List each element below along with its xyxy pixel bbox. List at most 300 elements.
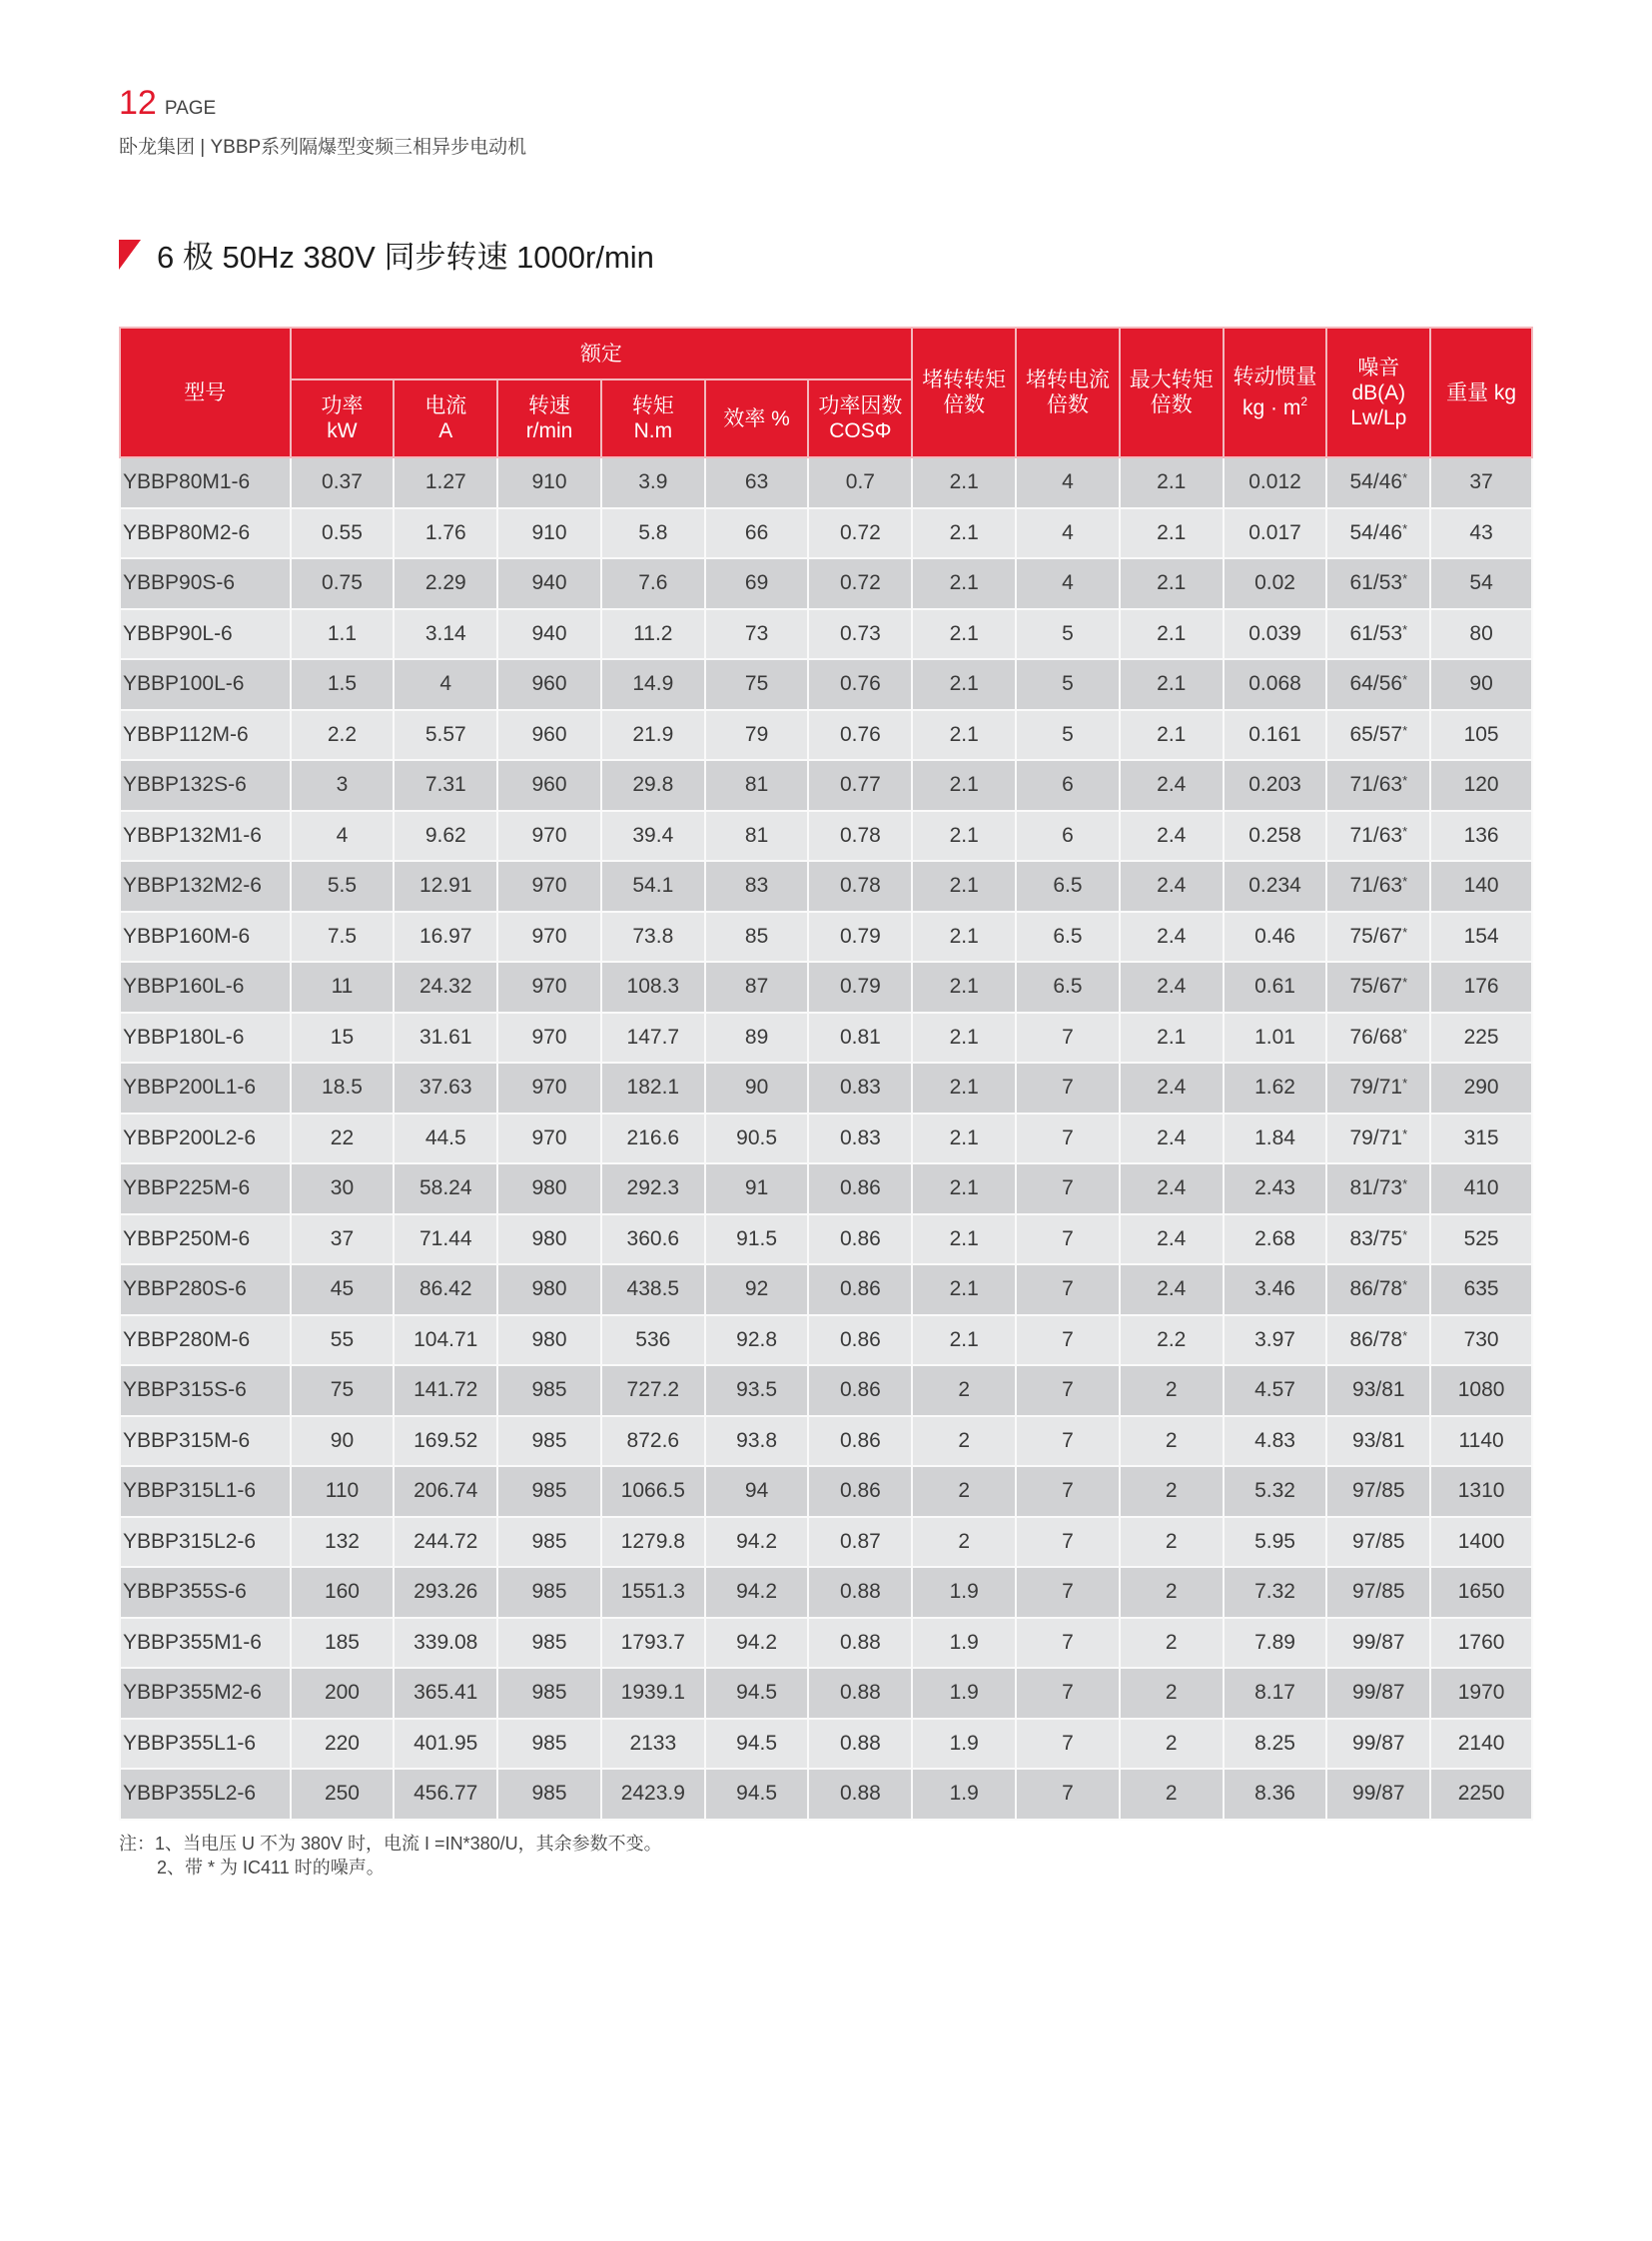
cell-torque: 1551.3 [601, 1567, 705, 1618]
cell-current: 37.63 [394, 1063, 497, 1114]
section-title [119, 232, 654, 277]
cell-locked-torque: 2 [912, 1365, 1016, 1416]
table-row [120, 1114, 1532, 1164]
cell-weight: 1400 [1430, 1517, 1532, 1568]
noise-value: 54/46 [1349, 470, 1403, 494]
cell-power-factor: 0.78 [808, 861, 912, 912]
cell-torque: 1066.5 [601, 1466, 705, 1517]
cell-speed: 970 [497, 1063, 601, 1114]
cell-max-torque: 2 [1120, 1466, 1224, 1517]
cell-efficiency: 81 [705, 760, 809, 811]
cell-inertia: 3.46 [1224, 1264, 1327, 1315]
header-torque [601, 379, 705, 457]
ic411-marker: * [1402, 1327, 1408, 1343]
page-number-value: 12 [119, 84, 157, 122]
cell-locked-torque: 2 [912, 1517, 1016, 1568]
ic411-marker: * [1402, 975, 1408, 991]
cell-power-factor: 0.79 [808, 912, 912, 963]
cell-power: 7.5 [291, 912, 395, 963]
cell-max-torque: 2.2 [1120, 1315, 1224, 1366]
cell-inertia: 4.57 [1224, 1365, 1327, 1416]
header-line: 电流 [424, 394, 467, 417]
header-line: 转速 [528, 394, 571, 417]
cell-current: 2.29 [394, 558, 497, 609]
cell-power: 1.5 [291, 659, 395, 710]
cell-inertia: 0.258 [1224, 811, 1327, 862]
cell-noise [1326, 1013, 1430, 1064]
section-title-text: 6 极 50Hz 380V 同步转速 1000r/min [157, 240, 654, 275]
cell-power-factor: 0.81 [808, 1013, 912, 1064]
cell-locked-torque: 1.9 [912, 1668, 1016, 1719]
noise-value: 79/71 [1349, 1125, 1403, 1149]
table-body [120, 457, 1532, 1820]
cell-power: 90 [291, 1416, 395, 1467]
noise-value: 99/87 [1352, 1681, 1405, 1705]
table-row [120, 760, 1532, 811]
noise-value: 79/71 [1349, 1076, 1403, 1100]
cell-model: YBBP280M-6 [120, 1315, 291, 1366]
cell-weight: 315 [1430, 1114, 1532, 1164]
cell-inertia: 0.61 [1224, 962, 1327, 1013]
cell-speed: 985 [497, 1365, 601, 1416]
cell-inertia: 0.46 [1224, 912, 1327, 963]
cell-weight: 2250 [1430, 1769, 1532, 1820]
cell-weight: 43 [1430, 508, 1532, 559]
cell-weight: 90 [1430, 659, 1532, 710]
cell-model: YBBP315M-6 [120, 1416, 291, 1467]
cell-power: 22 [291, 1114, 395, 1164]
cell-locked-current: 6 [1016, 811, 1120, 862]
cell-torque: 108.3 [601, 962, 705, 1013]
ic411-marker: * [1402, 924, 1408, 940]
cell-speed: 910 [497, 508, 601, 559]
cell-power: 110 [291, 1466, 395, 1517]
cell-current: 86.42 [394, 1264, 497, 1315]
cell-inertia: 0.039 [1224, 609, 1327, 660]
cell-torque: 73.8 [601, 912, 705, 963]
table-row [120, 1416, 1532, 1467]
cell-current: 4 [394, 659, 497, 710]
cell-noise [1326, 659, 1430, 710]
cell-power-factor: 0.83 [808, 1063, 912, 1114]
cell-current: 244.72 [394, 1517, 497, 1568]
header-efficiency: 效率 % [705, 379, 809, 457]
cell-locked-torque: 2.1 [912, 710, 1016, 761]
cell-locked-current: 6 [1016, 760, 1120, 811]
table-row [120, 1668, 1532, 1719]
cell-inertia: 7.32 [1224, 1567, 1327, 1618]
cell-efficiency: 91 [705, 1163, 809, 1214]
cell-noise [1326, 1769, 1430, 1820]
cell-speed: 970 [497, 1114, 601, 1164]
cell-inertia: 5.95 [1224, 1517, 1327, 1568]
cell-noise [1326, 508, 1430, 559]
table-row [120, 457, 1532, 508]
noise-value: 93/81 [1352, 1428, 1405, 1452]
cell-speed: 970 [497, 861, 601, 912]
cell-torque: 536 [601, 1315, 705, 1366]
cell-model: YBBP355M2-6 [120, 1668, 291, 1719]
cell-speed: 940 [497, 609, 601, 660]
table-row [120, 912, 1532, 963]
cell-weight: 1650 [1430, 1567, 1532, 1618]
table-row [120, 1769, 1532, 1820]
cell-speed: 985 [497, 1466, 601, 1517]
cell-inertia: 0.161 [1224, 710, 1327, 761]
table-row [120, 1163, 1532, 1214]
cell-torque: 292.3 [601, 1163, 705, 1214]
header-line: 堵转转矩 [922, 369, 1007, 391]
cell-inertia: 1.62 [1224, 1063, 1327, 1114]
header-line: kg · m [1242, 396, 1301, 419]
cell-locked-torque: 2.1 [912, 861, 1016, 912]
cell-noise [1326, 962, 1430, 1013]
cell-inertia: 0.02 [1224, 558, 1327, 609]
cell-weight: 730 [1430, 1315, 1532, 1366]
cell-efficiency: 87 [705, 962, 809, 1013]
cell-torque: 3.9 [601, 457, 705, 508]
cell-power: 0.37 [291, 457, 395, 508]
cell-torque: 438.5 [601, 1264, 705, 1315]
cell-model: YBBP355L1-6 [120, 1719, 291, 1770]
cell-torque: 182.1 [601, 1063, 705, 1114]
cell-inertia: 0.012 [1224, 457, 1327, 508]
cell-noise [1326, 1315, 1430, 1366]
cell-power: 0.55 [291, 508, 395, 559]
cell-locked-torque: 2.1 [912, 508, 1016, 559]
cell-noise [1326, 1668, 1430, 1719]
cell-model: YBBP90L-6 [120, 609, 291, 660]
cell-power-factor: 0.77 [808, 760, 912, 811]
ic411-marker: * [1402, 571, 1408, 587]
cell-current: 24.32 [394, 962, 497, 1013]
ic411-marker: * [1402, 823, 1408, 839]
cell-efficiency: 94.5 [705, 1668, 809, 1719]
cell-max-torque: 2 [1120, 1365, 1224, 1416]
cell-speed: 985 [497, 1618, 601, 1669]
cell-current: 12.91 [394, 861, 497, 912]
cell-inertia: 4.83 [1224, 1416, 1327, 1467]
cell-power: 160 [291, 1567, 395, 1618]
cell-weight: 136 [1430, 811, 1532, 862]
cell-power: 75 [291, 1365, 395, 1416]
noise-value: 83/75 [1349, 1226, 1403, 1250]
cell-locked-torque: 2.1 [912, 811, 1016, 862]
cell-model: YBBP160L-6 [120, 962, 291, 1013]
cell-noise [1326, 558, 1430, 609]
cell-locked-torque: 2 [912, 1466, 1016, 1517]
cell-model: YBBP100L-6 [120, 659, 291, 710]
cell-power: 30 [291, 1163, 395, 1214]
cell-torque: 1939.1 [601, 1668, 705, 1719]
cell-weight: 154 [1430, 912, 1532, 963]
cell-model: YBBP180L-6 [120, 1013, 291, 1064]
cell-speed: 985 [497, 1416, 601, 1467]
cell-locked-current: 7 [1016, 1315, 1120, 1366]
table-row [120, 1517, 1532, 1568]
cell-power-factor: 0.88 [808, 1618, 912, 1669]
cell-speed: 960 [497, 710, 601, 761]
cell-locked-current: 7 [1016, 1668, 1120, 1719]
header-power-factor [808, 379, 912, 457]
ic411-marker: * [1402, 520, 1408, 536]
ic411-marker: * [1402, 874, 1408, 890]
cell-efficiency: 85 [705, 912, 809, 963]
cell-power-factor: 0.79 [808, 962, 912, 1013]
cell-inertia: 0.017 [1224, 508, 1327, 559]
cell-power-factor: 0.88 [808, 1567, 912, 1618]
cell-current: 293.26 [394, 1567, 497, 1618]
cell-efficiency: 69 [705, 558, 809, 609]
cell-torque: 54.1 [601, 861, 705, 912]
cell-power-factor: 0.88 [808, 1719, 912, 1770]
cell-inertia: 8.36 [1224, 1769, 1327, 1820]
cell-locked-torque: 2.1 [912, 1163, 1016, 1214]
cell-max-torque: 2.4 [1120, 1264, 1224, 1315]
cell-inertia: 8.17 [1224, 1668, 1327, 1719]
cell-current: 339.08 [394, 1618, 497, 1669]
cell-max-torque: 2.1 [1120, 1013, 1224, 1064]
cell-weight: 2140 [1430, 1719, 1532, 1770]
cell-max-torque: 2.1 [1120, 508, 1224, 559]
cell-locked-torque: 2.1 [912, 912, 1016, 963]
cell-model: YBBP225M-6 [120, 1163, 291, 1214]
cell-torque: 1279.8 [601, 1517, 705, 1568]
noise-value: 99/87 [1352, 1630, 1405, 1654]
cell-speed: 940 [497, 558, 601, 609]
noise-value: 64/56 [1349, 672, 1403, 696]
header-line: 倍数 [1046, 393, 1089, 416]
noise-value: 99/87 [1352, 1782, 1405, 1806]
cell-locked-torque: 1.9 [912, 1618, 1016, 1669]
ic411-marker: * [1402, 621, 1408, 637]
table-row [120, 861, 1532, 912]
cell-power-factor: 0.7 [808, 457, 912, 508]
cell-power-factor: 0.72 [808, 558, 912, 609]
cell-max-torque: 2.4 [1120, 1163, 1224, 1214]
cell-efficiency: 90.5 [705, 1114, 809, 1164]
cell-weight: 176 [1430, 962, 1532, 1013]
table-row [120, 1618, 1532, 1669]
cell-inertia: 0.068 [1224, 659, 1327, 710]
cell-power: 11 [291, 962, 395, 1013]
cell-noise [1326, 811, 1430, 862]
header-line: 倍数 [1150, 393, 1193, 416]
cell-weight: 225 [1430, 1013, 1532, 1064]
cell-torque: 727.2 [601, 1365, 705, 1416]
cell-max-torque: 2.4 [1120, 912, 1224, 963]
cell-efficiency: 83 [705, 861, 809, 912]
noise-value: 71/63 [1349, 773, 1403, 797]
cell-speed: 985 [497, 1668, 601, 1719]
cell-current: 9.62 [394, 811, 497, 862]
cell-max-torque: 2.1 [1120, 609, 1224, 660]
table-row [120, 1214, 1532, 1265]
cell-locked-current: 7 [1016, 1365, 1120, 1416]
cell-power-factor: 0.83 [808, 1114, 912, 1164]
cell-current: 1.27 [394, 457, 497, 508]
cell-weight: 1080 [1430, 1365, 1532, 1416]
cell-model: YBBP132S-6 [120, 760, 291, 811]
noise-value: 61/53 [1349, 571, 1403, 595]
cell-speed: 970 [497, 811, 601, 862]
cell-efficiency: 94.5 [705, 1769, 809, 1820]
cell-locked-torque: 2 [912, 1416, 1016, 1467]
cell-noise [1326, 1063, 1430, 1114]
cell-power-factor: 0.87 [808, 1517, 912, 1568]
cell-max-torque: 2.4 [1120, 962, 1224, 1013]
cell-current: 1.76 [394, 508, 497, 559]
ic411-marker: * [1402, 470, 1408, 486]
cell-torque: 21.9 [601, 710, 705, 761]
cell-max-torque: 2 [1120, 1567, 1224, 1618]
cell-torque: 11.2 [601, 609, 705, 660]
cell-current: 44.5 [394, 1114, 497, 1164]
cell-noise [1326, 457, 1430, 508]
cell-max-torque: 2.4 [1120, 861, 1224, 912]
header-line: Lw/Lp [1350, 405, 1407, 429]
cell-model: YBBP355L2-6 [120, 1769, 291, 1820]
cell-model: YBBP132M2-6 [120, 861, 291, 912]
cell-model: YBBP90S-6 [120, 558, 291, 609]
table-row [120, 1466, 1532, 1517]
cell-efficiency: 92 [705, 1264, 809, 1315]
table-row [120, 1264, 1532, 1315]
cell-noise [1326, 1618, 1430, 1669]
cell-power-factor: 0.76 [808, 710, 912, 761]
cell-speed: 985 [497, 1719, 601, 1770]
cell-model: YBBP315S-6 [120, 1365, 291, 1416]
cell-noise [1326, 1365, 1430, 1416]
ic411-marker: * [1402, 1226, 1408, 1242]
cell-locked-current: 7 [1016, 1618, 1120, 1669]
cell-current: 7.31 [394, 760, 497, 811]
cell-locked-torque: 2.1 [912, 1063, 1016, 1114]
cell-inertia: 0.234 [1224, 861, 1327, 912]
cell-current: 16.97 [394, 912, 497, 963]
cell-max-torque: 2 [1120, 1769, 1224, 1820]
cell-current: 31.61 [394, 1013, 497, 1064]
cell-current: 401.95 [394, 1719, 497, 1770]
cell-speed: 985 [497, 1517, 601, 1568]
cell-locked-torque: 2.1 [912, 1013, 1016, 1064]
cell-current: 71.44 [394, 1214, 497, 1265]
cell-power: 18.5 [291, 1063, 395, 1114]
table-row [120, 710, 1532, 761]
cell-locked-current: 7 [1016, 1517, 1120, 1568]
cell-locked-torque: 1.9 [912, 1769, 1016, 1820]
cell-locked-current: 7 [1016, 1214, 1120, 1265]
cell-torque: 216.6 [601, 1114, 705, 1164]
cell-locked-current: 7 [1016, 1466, 1120, 1517]
cell-locked-torque: 2.1 [912, 1214, 1016, 1265]
cell-max-torque: 2 [1120, 1517, 1224, 1568]
cell-inertia: 0.203 [1224, 760, 1327, 811]
cell-efficiency: 91.5 [705, 1214, 809, 1265]
cell-model: YBBP132M1-6 [120, 811, 291, 862]
cell-inertia: 3.97 [1224, 1315, 1327, 1366]
header-line: 功率 [321, 394, 364, 417]
cell-inertia: 5.32 [1224, 1466, 1327, 1517]
header-speed [497, 379, 601, 457]
cell-torque: 7.6 [601, 558, 705, 609]
cell-noise [1326, 1517, 1430, 1568]
cell-locked-current: 4 [1016, 457, 1120, 508]
cell-locked-current: 5 [1016, 710, 1120, 761]
cell-locked-current: 7 [1016, 1264, 1120, 1315]
cell-power-factor: 0.76 [808, 659, 912, 710]
cell-torque: 5.8 [601, 508, 705, 559]
cell-noise [1326, 1264, 1430, 1315]
cell-weight: 290 [1430, 1063, 1532, 1114]
cell-speed: 980 [497, 1214, 601, 1265]
cell-max-torque: 2 [1120, 1719, 1224, 1770]
cell-locked-torque: 2.1 [912, 760, 1016, 811]
cell-power: 0.75 [291, 558, 395, 609]
table-row [120, 811, 1532, 862]
cell-efficiency: 94.2 [705, 1517, 809, 1568]
cell-weight: 54 [1430, 558, 1532, 609]
cell-power: 1.1 [291, 609, 395, 660]
table-row [120, 1719, 1532, 1770]
cell-model: YBBP80M2-6 [120, 508, 291, 559]
cell-power: 3 [291, 760, 395, 811]
noise-value: 65/57 [1349, 722, 1403, 746]
cell-speed: 980 [497, 1163, 601, 1214]
cell-efficiency: 94.5 [705, 1719, 809, 1770]
cell-power-factor: 0.88 [808, 1668, 912, 1719]
ic411-marker: * [1402, 672, 1408, 688]
footnote-2: 2、带 * 为 IC411 时的噪声。 [157, 1858, 385, 1877]
cell-efficiency: 81 [705, 811, 809, 862]
cell-model: YBBP355S-6 [120, 1567, 291, 1618]
cell-inertia: 2.68 [1224, 1214, 1327, 1265]
cell-torque: 872.6 [601, 1416, 705, 1467]
ic411-marker: * [1402, 1025, 1408, 1041]
noise-value: 99/87 [1352, 1731, 1405, 1755]
cell-efficiency: 92.8 [705, 1315, 809, 1366]
cell-model: YBBP80M1-6 [120, 457, 291, 508]
table-header [120, 328, 1532, 457]
cell-speed: 980 [497, 1264, 601, 1315]
header-rated-group: 额定 [291, 328, 913, 379]
header-model: 型号 [120, 328, 291, 457]
cell-power: 185 [291, 1618, 395, 1669]
cell-power-factor: 0.86 [808, 1365, 912, 1416]
cell-model: YBBP160M-6 [120, 912, 291, 963]
cell-locked-current: 4 [1016, 558, 1120, 609]
header-line: 转动惯量 [1233, 366, 1317, 388]
cell-noise [1326, 1466, 1430, 1517]
noise-value: 86/78 [1349, 1277, 1403, 1301]
header-power [291, 379, 395, 457]
cell-efficiency: 89 [705, 1013, 809, 1064]
cell-power-factor: 0.86 [808, 1264, 912, 1315]
cell-power: 200 [291, 1668, 395, 1719]
ic411-marker: * [1402, 1277, 1408, 1293]
cell-model: YBBP200L2-6 [120, 1114, 291, 1164]
noise-value: 75/67 [1349, 975, 1403, 999]
cell-locked-current: 7 [1016, 1719, 1120, 1770]
table-row [120, 558, 1532, 609]
header-current [394, 379, 497, 457]
header-line: COSΦ [829, 419, 892, 442]
cell-speed: 985 [497, 1567, 601, 1618]
cell-efficiency: 63 [705, 457, 809, 508]
cell-efficiency: 73 [705, 609, 809, 660]
ic411-marker: * [1402, 722, 1408, 738]
ic411-marker: * [1402, 773, 1408, 789]
